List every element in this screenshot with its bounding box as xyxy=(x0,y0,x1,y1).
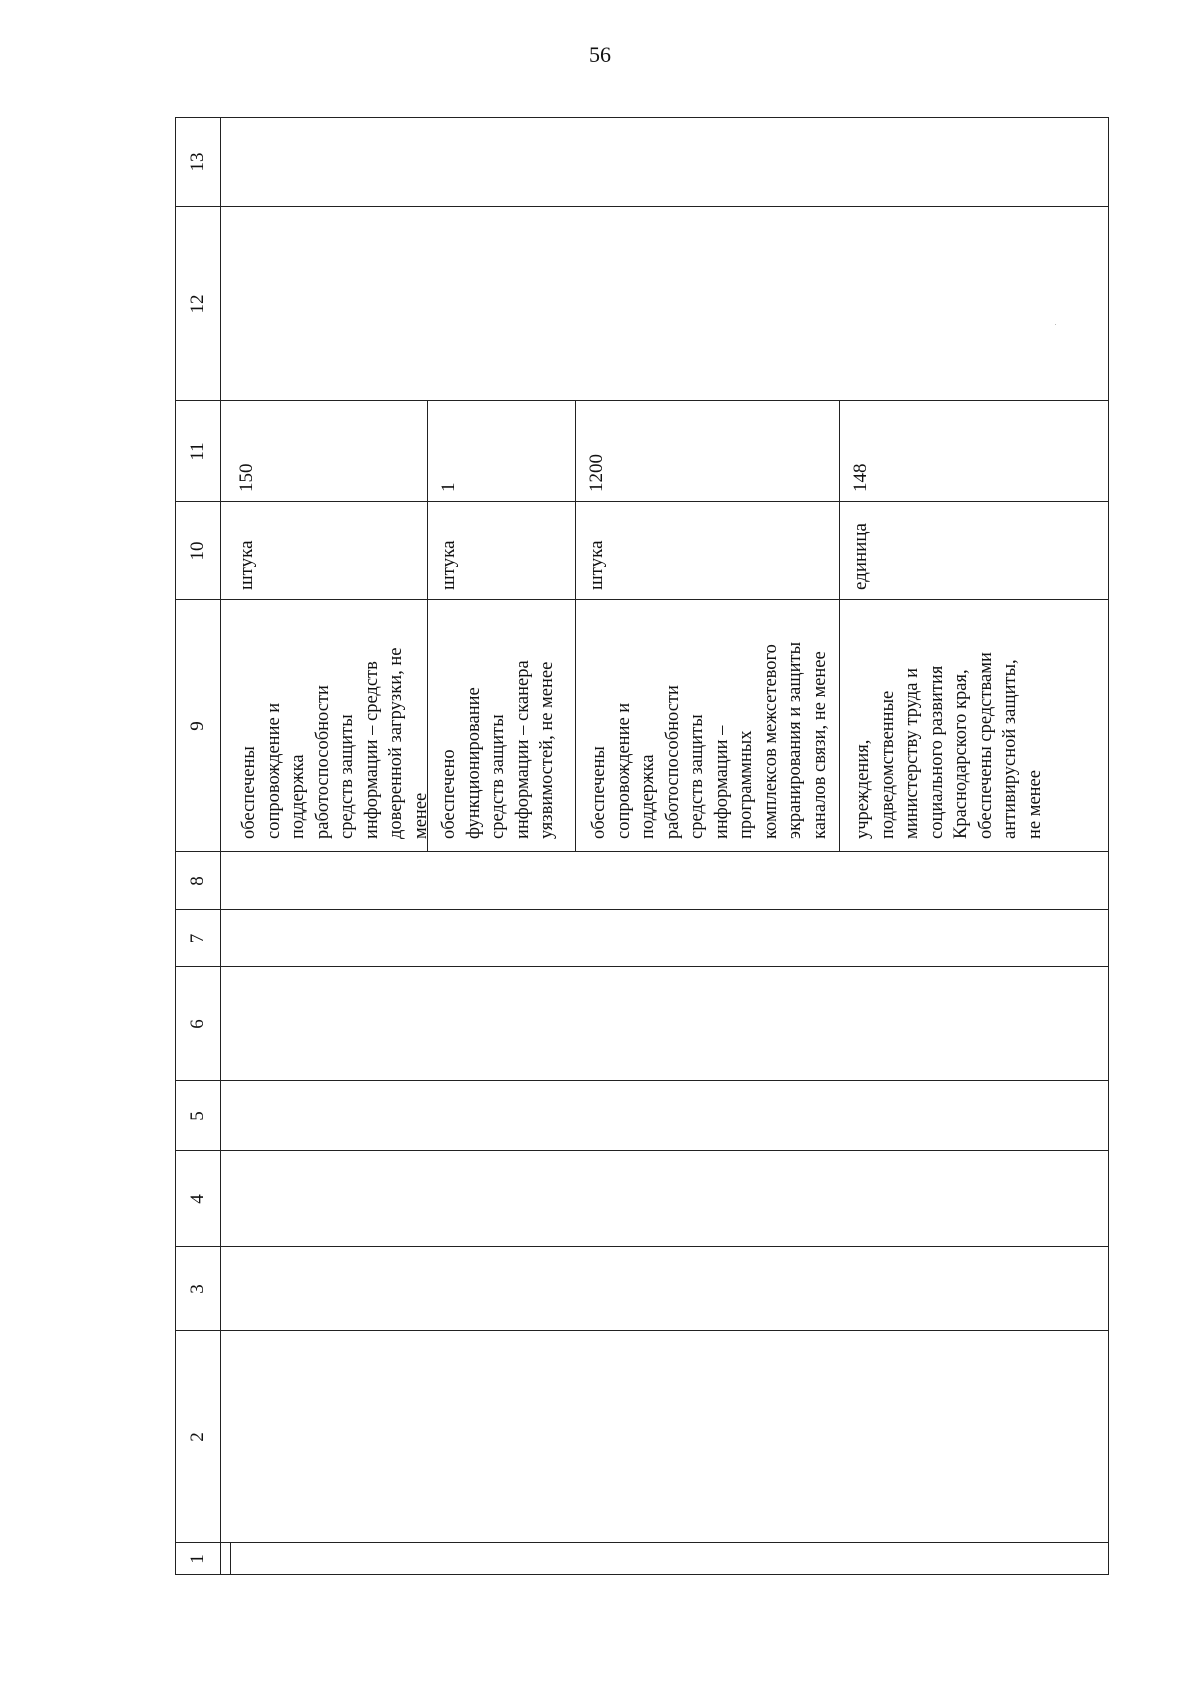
row-divider xyxy=(575,401,576,852)
column-header-4: 4 xyxy=(186,1194,208,1204)
header-divider xyxy=(175,966,220,967)
table-frame xyxy=(175,117,1109,1575)
row-divider xyxy=(230,1543,231,1575)
rotated-table xyxy=(175,117,1109,1575)
column-divider xyxy=(220,599,1109,600)
column-divider xyxy=(220,1080,1109,1081)
header-divider xyxy=(175,1330,220,1331)
table-cell-value: 1200 xyxy=(586,454,607,492)
column-divider xyxy=(220,909,1109,910)
column-header-7: 7 xyxy=(186,933,208,944)
column-header-2: 2 xyxy=(186,1432,208,1442)
table-cell-unit: единица xyxy=(850,523,871,590)
row-divider xyxy=(839,401,840,852)
scan-speck xyxy=(1055,324,1056,325)
table-cell-indicator: обеспечены сопровождение и поддержка работоспособности средств защиты информации – средств доверенной загрузки, не менее xyxy=(239,647,431,839)
header-divider xyxy=(175,400,220,401)
column-header-10: 10 xyxy=(186,541,208,561)
column-header-1: 1 xyxy=(186,1554,208,1564)
column-header-9: 9 xyxy=(186,721,208,731)
table-cell-unit: штука xyxy=(438,540,459,590)
column-header-12: 12 xyxy=(186,294,208,314)
column-divider xyxy=(220,1542,1109,1543)
header-divider xyxy=(175,1080,220,1081)
header-divider xyxy=(175,1542,220,1543)
table-cell-indicator: обеспечены сопровождение и поддержка работоспособности средств защиты информации – программных комплексов межсетевого экранирования и защиты каналов связи, не менее xyxy=(589,641,830,839)
header-divider xyxy=(175,206,220,207)
table-cell-unit: штука xyxy=(586,540,607,590)
table-cell-value: 1 xyxy=(438,482,459,492)
column-header-13: 13 xyxy=(186,152,208,172)
column-divider xyxy=(220,966,1109,967)
column-divider xyxy=(220,851,1109,852)
header-divider xyxy=(220,117,221,1575)
column-header-5: 5 xyxy=(186,1111,208,1121)
column-divider xyxy=(220,1246,1109,1247)
header-divider xyxy=(175,599,220,600)
header-divider xyxy=(175,1150,220,1151)
page-number: 56 xyxy=(589,42,611,67)
column-divider xyxy=(220,400,1109,401)
table-cell-indicator: учреждения, подведомственные министерству труда и социального развития Краснодарского края, обеспечены средствами антивирусной защиты, не менее xyxy=(853,652,1045,839)
column-divider xyxy=(220,206,1109,207)
column-divider xyxy=(220,501,1109,502)
table-cell-unit: штука xyxy=(236,540,257,590)
column-header-3: 3 xyxy=(186,1284,208,1294)
header-divider xyxy=(175,851,220,852)
column-header-11: 11 xyxy=(186,442,208,461)
column-divider xyxy=(220,1150,1109,1151)
table-cell-indicator: обеспечено функционирование средств защиты информации – сканера уязвимостей, не менее xyxy=(439,660,557,839)
header-divider xyxy=(175,1246,220,1247)
column-header-8: 8 xyxy=(186,876,208,886)
table-cell-value: 148 xyxy=(850,463,871,492)
header-divider xyxy=(175,909,220,910)
column-header-6: 6 xyxy=(186,1019,208,1029)
header-divider xyxy=(175,501,220,502)
table-cell-value: 150 xyxy=(236,463,257,492)
column-divider xyxy=(220,1330,1109,1331)
